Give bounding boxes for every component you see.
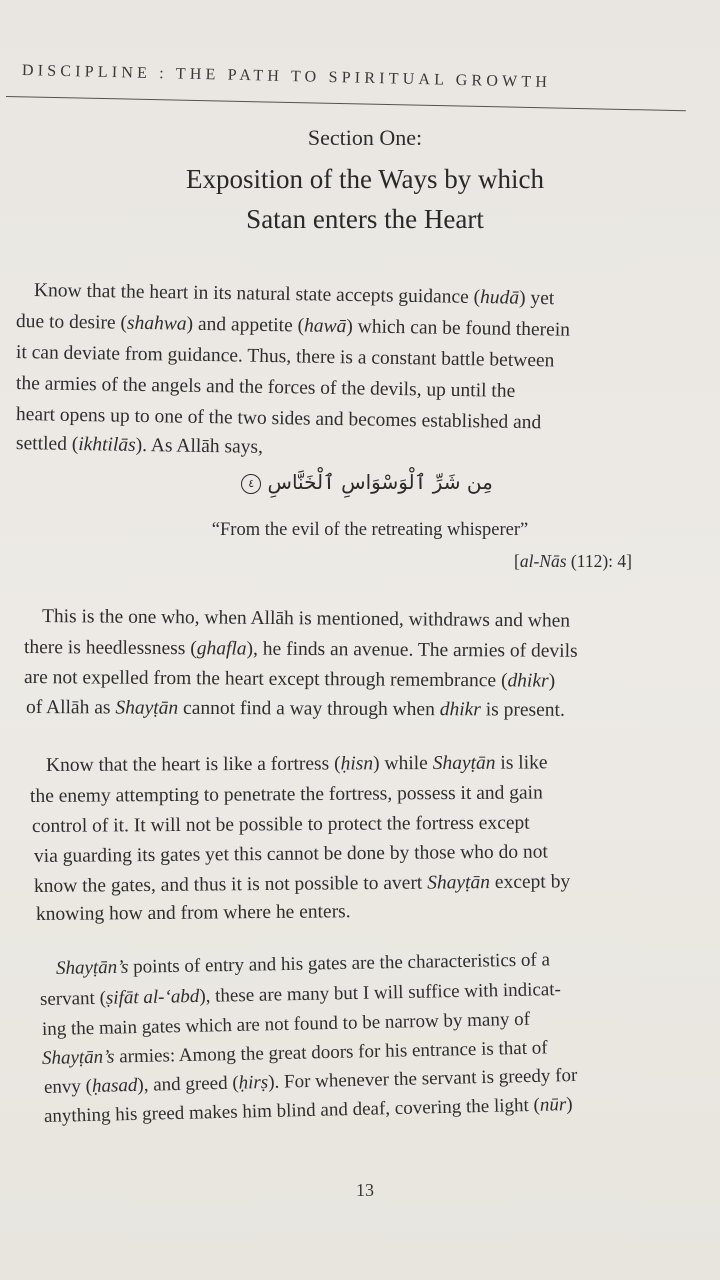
verse-translation: “From the evil of the retreating whisperer” bbox=[211, 520, 529, 540]
text-line: Know that the heart is like a fortress (ḥisn) while Shayṭān is like bbox=[45, 752, 548, 776]
text-line: Shayṭān’s armies: Among the great doors for his entrance is that of bbox=[41, 1037, 548, 1069]
page-number: 13 bbox=[356, 1180, 374, 1200]
text-line: envy (ḥasad), and greed (ḥirṣ). For whenever the servant is greedy for bbox=[43, 1064, 578, 1098]
verse-number-icon: ٤ bbox=[241, 474, 261, 494]
text-line: via guarding its gates yet this cannot be done by those who do not bbox=[33, 841, 549, 867]
text-line: control of it. It will not be possible to protect the fortress except bbox=[31, 812, 530, 837]
text-line: heart opens up to one of the two sides and becomes established and bbox=[15, 404, 542, 434]
text-line: ing the main gates which are not found to be narrow by many of bbox=[41, 1008, 531, 1040]
running-head: DISCIPLINE : THE PATH TO SPIRITUAL GROWTH bbox=[21, 62, 552, 92]
text-line: are not expelled from the heart except through remembrance (dhikr) bbox=[23, 667, 556, 692]
text-line: of Allāh as Shayṭān cannot find a way through when dhikr is present. bbox=[25, 697, 565, 721]
text-line: know the gates, and thus it is not possible to avert Shayṭān except by bbox=[33, 871, 571, 897]
text-line: knowing how and from where he enters. bbox=[35, 901, 351, 925]
text-line: Know that the heart in its natural state accepts guidance (hudā) yet bbox=[33, 280, 555, 310]
text-line: there is heedlessness (ghafla), he finds an avenue. The armies of devils bbox=[23, 637, 578, 662]
text-line: the armies of the angels and the forces of the devils, up until the bbox=[15, 373, 516, 402]
text-line: the enemy attempting to penetrate the fortress, possess it and gain bbox=[29, 782, 543, 807]
quran-verse-arabic bbox=[0, 470, 720, 494]
text-line: settled (ikhtilās). As Allāh says, bbox=[15, 433, 264, 458]
text-line: This is the one who, when Allāh is mentioned, withdraws and when bbox=[41, 606, 571, 632]
text-line: servant (ṣifāt al-‘abd), these are many but I will suffice with indicat- bbox=[39, 979, 562, 1010]
text-line: Shayṭān’s points of entry and his gates are the characteristics of a bbox=[55, 949, 551, 979]
text-line: anything his greed makes him blind and deaf, covering the light (nūr) bbox=[43, 1094, 573, 1127]
section-title-line-1: Exposition of the Ways by which bbox=[185, 164, 545, 194]
section-label: Section One: bbox=[307, 125, 423, 150]
verse-reference: [al-Nās (112): 4] bbox=[514, 551, 632, 571]
arabic-text: مِن شَرِّ ٱلْوَسْوَاسِ ٱلْخَنَّاسِ bbox=[267, 470, 493, 494]
text-line: it can deviate from guidance. Thus, there is a constant battle between bbox=[15, 342, 555, 372]
section-title-line-2: Satan enters the Heart bbox=[246, 204, 484, 234]
header-rule bbox=[6, 96, 686, 111]
text-line: due to desire (shahwa) and appetite (hawā) which can be found therein bbox=[15, 311, 571, 341]
